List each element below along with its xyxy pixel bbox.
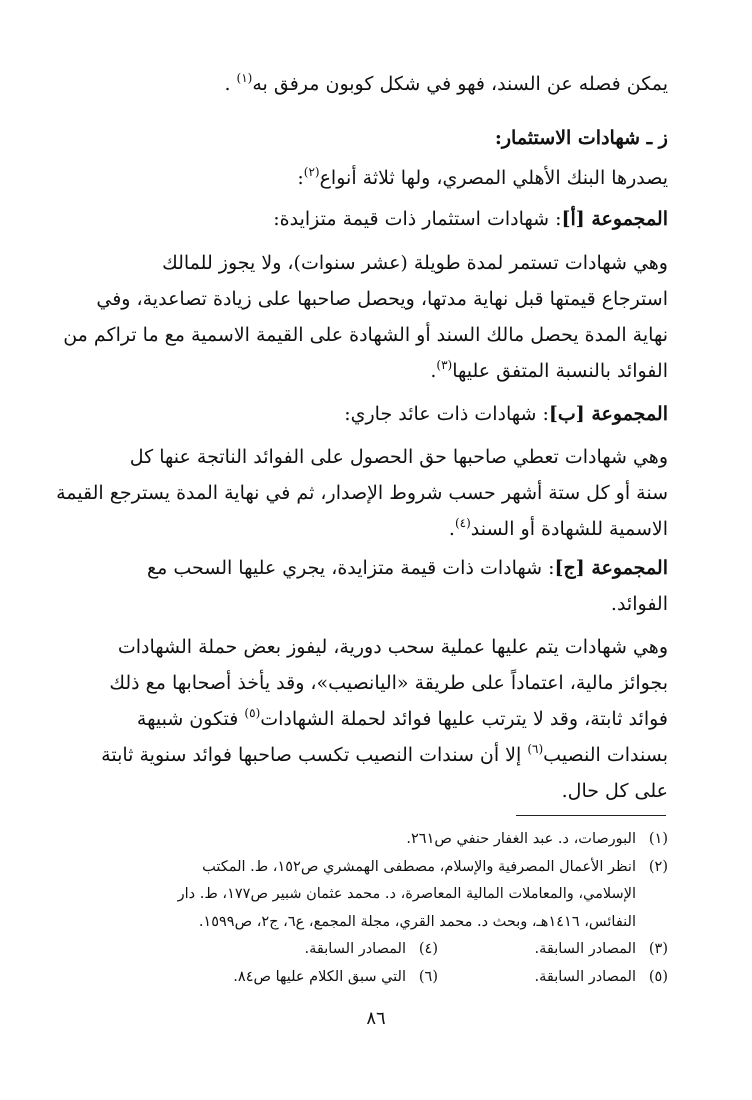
- footnote-number: (٢): [648, 858, 668, 875]
- footnote: [64, 854, 668, 882]
- paragraph-line: [64, 737, 668, 774]
- paragraph-line: الفوائد بالنسبة المتفق عليها$^{(٣)}$.: [430, 358, 668, 382]
- footnote-text: التي سبق الكلام عليها ص٨٤.: [233, 968, 406, 985]
- footnotes: [64, 826, 668, 991]
- text-span: فوائد ثابتة، وقد لا يترتب عليها فوائد لحملة الشهادات: [260, 708, 668, 730]
- page-number: ٨٦: [366, 1008, 386, 1029]
- paragraph-line: استرجاع قيمتها قبل نهاية مدتها، ويحصل صاحبها على زيادة تصاعدية، وفي: [96, 288, 668, 310]
- paragraph-line: [64, 701, 668, 738]
- footnote-text: المصادر السابقة.: [534, 968, 636, 985]
- text-span: الاسمية للشهادة أو السند: [470, 518, 668, 540]
- group-c-heading: [64, 550, 668, 587]
- footnote: [438, 936, 668, 964]
- footnote-continuation: النفائس، ١٤١٦هـ، وبحث د. محمد القري، مجلة المجمع، ع٦، ج٢، ص١٥٩٩.: [198, 913, 636, 930]
- paragraph-line: وهي شهادات يتم عليها عملية سحب دورية، ليفوز بعض حملة الشهادات: [117, 636, 668, 658]
- paragraph-line: سنة أو كل ستة أشهر حسب شروط الإصدار، ثم في نهاية المدة يسترجع القيمة: [56, 482, 668, 504]
- paragraph-line: نهاية المدة يحصل مالك السند أو الشهادة على القيمة الاسمية مع ما تراكم من: [63, 324, 668, 346]
- group-label: المجموعة [ج]: [554, 557, 668, 579]
- footnote-separator: [516, 815, 666, 816]
- group-label: المجموعة [ب]: [548, 403, 668, 425]
- footnote-pair: [64, 964, 668, 992]
- text-span: يمكن فصله عن السند، فهو في شكل كوبون مرفق به: [252, 73, 668, 95]
- footnote-ref: (٤): [454, 516, 471, 530]
- text-line: يمكن فصله عن السند، فهو في شكل كوبون مرفق به$^{(١)}$ .: [224, 71, 668, 95]
- group-b-heading: [64, 396, 668, 433]
- footnote-ref: (٥): [244, 706, 261, 720]
- text-span: فتكون شبيهة: [136, 708, 245, 730]
- footnote: [438, 964, 668, 992]
- group-label: المجموعة [أ]: [561, 208, 668, 230]
- footnote-text: المصادر السابقة.: [304, 941, 406, 957]
- footnote: [64, 826, 668, 854]
- text-span: بسندات النصيب: [543, 744, 668, 766]
- paragraph-line: وهي شهادات تستمر لمدة طويلة (عشر سنوات)، ولا يجوز للمالك: [162, 252, 668, 274]
- group-title: : شهادات استثمار ذات قيمة متزايدة:: [273, 208, 562, 230]
- footnote-number: (٦): [418, 968, 438, 985]
- footnote-number: (٣): [648, 941, 668, 957]
- footnote-ref: (٢): [303, 165, 320, 179]
- text-span: يصدرها البنك الأهلي المصري، ولها ثلاثة أنواع: [319, 167, 668, 189]
- footnote-text: المصادر السابقة.: [534, 941, 636, 957]
- text-span: إلا أن سندات النصيب تكسب صاحبها فوائد سنوية ثابتة: [101, 744, 522, 766]
- group-title: : شهادات ذات قيمة متزايدة، يجري عليها السحب مع: [147, 557, 555, 579]
- text-span: الفوائد بالنسبة المتفق عليها: [452, 360, 668, 382]
- footnote-number: (٥): [648, 968, 668, 985]
- footnote-pair: [64, 936, 668, 964]
- footnote-text: البورصات، د. عبد الغفار حنفي ص٢٦١.: [406, 831, 636, 847]
- footnote-continuation: الإسلامي، والمعاملات المالية المعاصرة، د. محمد عثمان شبير ص١٧٧، ط. دار: [177, 886, 636, 902]
- footnote-number: (١): [648, 831, 668, 847]
- footnote-ref: (٣): [436, 358, 453, 372]
- footnote-ref: (٦): [527, 742, 544, 756]
- paragraph-line: على كل حال.: [561, 780, 668, 802]
- footnote-number: (٤): [418, 941, 438, 957]
- footnote-ref: (١): [236, 71, 253, 85]
- paragraph-line: وهي شهادات تعطي صاحبها حق الحصول على الفوائد الناتجة عنها كل: [129, 446, 668, 468]
- group-a-heading: [64, 201, 668, 238]
- group-title: : شهادات ذات عائد جاري:: [344, 403, 549, 425]
- footnote: [208, 964, 438, 992]
- footnote: [208, 936, 438, 964]
- paragraph-line: الاسمية للشهادة أو السند$^{(٤)}$.: [448, 516, 668, 540]
- footnote-text: انظر الأعمال المصرفية والإسلام، مصطفى الهمشري ص١٥٢، ط. المكتب: [202, 858, 636, 875]
- text-line: يصدرها البنك الأهلي المصري، ولها ثلاثة أنواع$^{(٢)}$:: [297, 165, 668, 189]
- paragraph-line: بجوائز مالية، اعتماداً على طريقة «اليانصيب»، وقد يأخذ أصحابها مع ذلك: [109, 672, 668, 694]
- paragraph-line: الفوائد.: [610, 593, 668, 615]
- section-heading: ز ـ شهادات الاستثمار:: [494, 127, 668, 149]
